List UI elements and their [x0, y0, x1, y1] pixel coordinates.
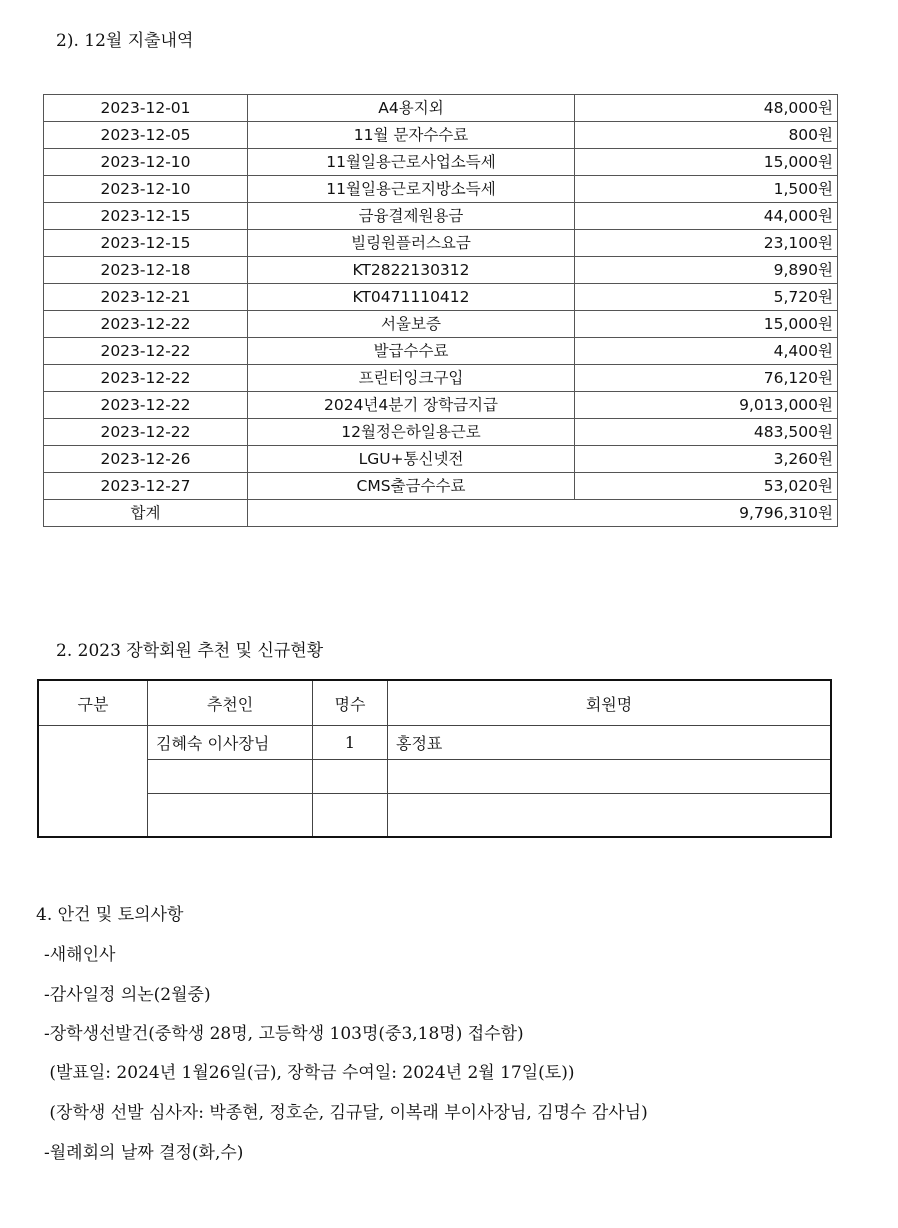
- scholar-row: [38, 760, 831, 794]
- count-cell: [313, 760, 388, 794]
- expense-amount-cell: 1,500원: [575, 176, 838, 203]
- members-cell: 홍정표: [388, 726, 832, 760]
- expense-desc-cell: 금융결제원용금: [248, 203, 575, 230]
- expense-amount-cell: 15,000원: [575, 311, 838, 338]
- agenda-item: (발표일: 2024년 1월26일(금), 장학금 수여일: 2024년 2월 17일(토)): [44, 1063, 575, 1083]
- expense-amount-cell: 9,890원: [575, 257, 838, 284]
- header-count: 명수: [313, 680, 388, 726]
- scholar-section-heading: 2. 2023 장학회원 추천 및 신규현황: [56, 641, 324, 661]
- agenda-item: -월례회의 날짜 결정(화,수): [44, 1143, 244, 1163]
- expense-amount-cell: 76,120원: [575, 365, 838, 392]
- expense-desc-cell: 11월일용근로사업소득세: [248, 149, 575, 176]
- expense-date-cell: 2023-12-27: [44, 473, 248, 500]
- expense-row: [44, 446, 838, 473]
- expense-amount-cell: 3,260원: [575, 446, 838, 473]
- expense-amount-cell: 53,020원: [575, 473, 838, 500]
- expense-row: [44, 473, 838, 500]
- expense-desc-cell: KT0471110412: [248, 284, 575, 311]
- agenda-section-heading: 4. 안건 및 토의사항: [36, 905, 184, 925]
- expense-date-cell: 2023-12-10: [44, 176, 248, 203]
- expense-date-cell: 2023-12-01: [44, 95, 248, 122]
- total-label: 합계: [44, 500, 248, 527]
- expense-amount-cell: 48,000원: [575, 95, 838, 122]
- agenda-item: -장학생선발건(중학생 28명, 고등학생 103명(중3,18명) 접수함): [44, 1024, 524, 1044]
- expense-total-row: [44, 500, 838, 527]
- expense-table: [43, 94, 838, 527]
- expense-row: [44, 257, 838, 284]
- expense-date-cell: 2023-12-26: [44, 446, 248, 473]
- expense-row: [44, 365, 838, 392]
- expense-desc-cell: 빌링원플러스요금: [248, 230, 575, 257]
- expense-row: [44, 392, 838, 419]
- expense-table-body: [44, 95, 838, 527]
- recommender-cell: [148, 760, 313, 794]
- expense-date-cell: 2023-12-22: [44, 365, 248, 392]
- expense-row: [44, 122, 838, 149]
- category-cell: [38, 726, 148, 838]
- expense-row: [44, 338, 838, 365]
- expense-desc-cell: 프린터잉크구입: [248, 365, 575, 392]
- expense-desc-cell: 11월일용근로지방소득세: [248, 176, 575, 203]
- expense-amount-cell: 15,000원: [575, 149, 838, 176]
- agenda-item: -새해인사: [44, 945, 116, 965]
- expense-amount-cell: 23,100원: [575, 230, 838, 257]
- recommender-cell: [148, 794, 313, 838]
- expense-date-cell: 2023-12-21: [44, 284, 248, 311]
- expense-amount-cell: 483,500원: [575, 419, 838, 446]
- header-members: 회원명: [388, 680, 832, 726]
- expense-amount-cell: 9,013,000원: [575, 392, 838, 419]
- expense-desc-cell: 12월정은하일용근로: [248, 419, 575, 446]
- expense-desc-cell: 11월 문자수수료: [248, 122, 575, 149]
- agenda-item: (장학생 선발 심사자: 박종현, 정호순, 김규달, 이복래 부이사장님, 김명수 감사님): [44, 1103, 648, 1123]
- scholar-row: [38, 726, 831, 760]
- expense-date-cell: 2023-12-05: [44, 122, 248, 149]
- expense-date-cell: 2023-12-10: [44, 149, 248, 176]
- expense-row: [44, 419, 838, 446]
- expense-amount-cell: 4,400원: [575, 338, 838, 365]
- agenda-item: -감사일정 의논(2월중): [44, 985, 211, 1005]
- expense-desc-cell: KT2822130312: [248, 257, 575, 284]
- members-cell: [388, 794, 832, 838]
- expense-desc-cell: A4용지외: [248, 95, 575, 122]
- recommender-cell: 김혜숙 이사장님: [148, 726, 313, 760]
- expense-row: [44, 311, 838, 338]
- expense-row: [44, 176, 838, 203]
- scholar-row: [38, 794, 831, 838]
- scholar-table: [37, 679, 832, 838]
- scholar-header-row: [38, 680, 831, 726]
- expense-row: [44, 230, 838, 257]
- expense-amount-cell: 44,000원: [575, 203, 838, 230]
- expense-row: [44, 149, 838, 176]
- header-category: 구분: [38, 680, 148, 726]
- expense-desc-cell: LGU+통신넷전: [248, 446, 575, 473]
- expense-date-cell: 2023-12-18: [44, 257, 248, 284]
- count-cell: [313, 794, 388, 838]
- expense-amount-cell: 800원: [575, 122, 838, 149]
- expense-desc-cell: CMS출금수수료: [248, 473, 575, 500]
- total-amount: 9,796,310원: [248, 500, 838, 527]
- expense-date-cell: 2023-12-15: [44, 230, 248, 257]
- expense-date-cell: 2023-12-22: [44, 419, 248, 446]
- expense-section-heading: 2). 12월 지출내역: [56, 31, 194, 51]
- expense-desc-cell: 서울보증: [248, 311, 575, 338]
- expense-amount-cell: 5,720원: [575, 284, 838, 311]
- expense-desc-cell: 발급수수료: [248, 338, 575, 365]
- expense-row: [44, 203, 838, 230]
- expense-date-cell: 2023-12-22: [44, 392, 248, 419]
- expense-date-cell: 2023-12-22: [44, 338, 248, 365]
- expense-desc-cell: 2024년4분기 장학금지급: [248, 392, 575, 419]
- count-cell: 1: [313, 726, 388, 760]
- expense-row: [44, 284, 838, 311]
- expense-row: [44, 95, 838, 122]
- header-recommender: 추천인: [148, 680, 313, 726]
- expense-date-cell: 2023-12-15: [44, 203, 248, 230]
- expense-date-cell: 2023-12-22: [44, 311, 248, 338]
- members-cell: [388, 760, 832, 794]
